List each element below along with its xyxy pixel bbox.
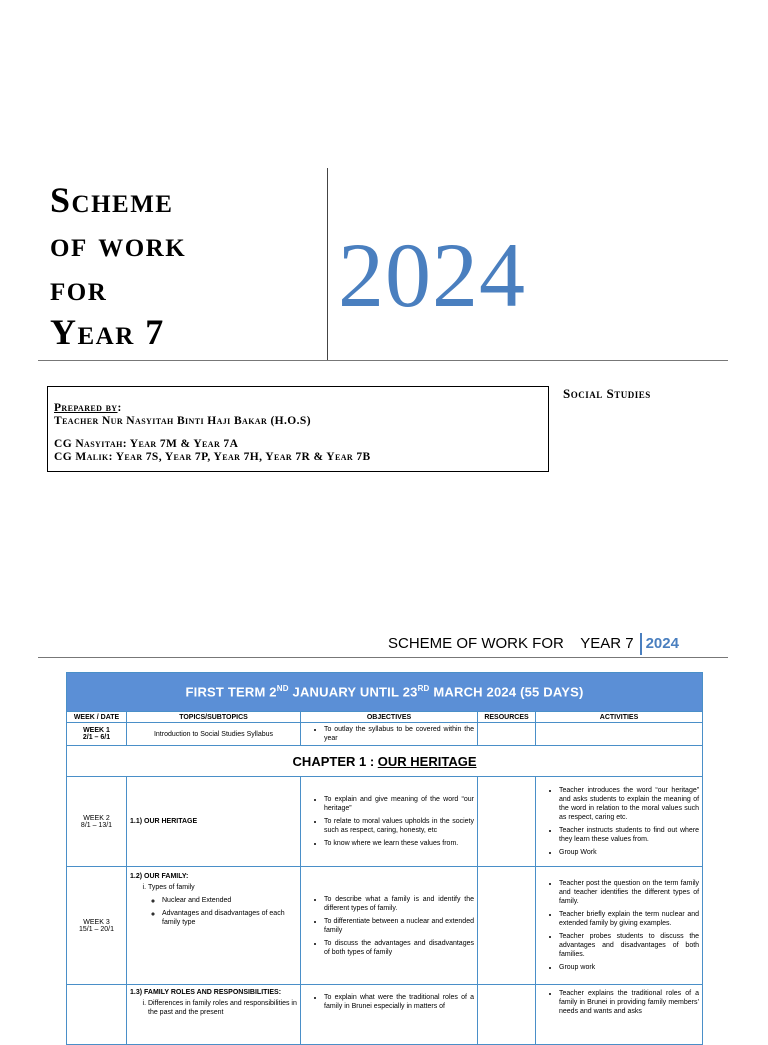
prepared-by-teacher: Teacher Nur Nasyitah Binti Haji Bakar (H.O.S) (54, 415, 311, 427)
week4-activity-1: • Teacher explains the traditional roles of a family in Brunei in providing family members’ needs and wants and asks (559, 989, 699, 1016)
scheme-table-wrap (66, 672, 702, 1045)
week2-label: WEEK 2 (83, 814, 110, 822)
week1-objectives (301, 723, 478, 746)
week3-label: WEEK 3 (83, 918, 110, 926)
week4-topic: 1.3) FAMILY ROLES AND RESPONSIBILITIES: (130, 989, 282, 996)
week3-objective-2: • To differentiate between a nuclear and extended family (324, 917, 474, 935)
week3-subitem-2: ◦ Advantages and disadvantages of each family type (162, 909, 297, 927)
cover-title-line-1: Scheme (50, 180, 174, 220)
week2-cell (67, 777, 127, 867)
week1-objective: • To outlay the syllabus to be covered within the year (324, 725, 474, 743)
col-header-resources: RESOURCES (478, 712, 536, 723)
week4-topic-cell (127, 985, 301, 1045)
chapter-heading (67, 746, 703, 777)
week2-resources (478, 777, 536, 867)
week2-activity-2: • Teacher instructs students to find out where they learn these values from. (559, 826, 699, 844)
week2-activity-1: • Teacher introduces the word “our heritage” and asks students to explain the meaning of the word in relation to the moral values such as respect, caring etc. (559, 786, 699, 822)
col-header-topics: TOPICS/SUBTOPICS (127, 712, 301, 723)
week2-objectives (301, 777, 478, 867)
col-header-objectives: OBJECTIVES (301, 712, 478, 723)
col-header-week: WEEK / DATE (67, 712, 127, 723)
week4-resources (478, 985, 536, 1045)
scheme-table (66, 672, 703, 1045)
week1-topic: Introduction to Social Studies Syllabus (127, 723, 301, 746)
term-text-1: FIRST TERM 2 (185, 684, 277, 700)
chapter-title: OUR HERITAGE (377, 753, 477, 769)
week3-subtopic-i (148, 883, 297, 927)
cover-divider-vertical (327, 168, 328, 360)
week2-topic: 1.1) OUR HERITAGE (127, 777, 301, 867)
prepared-by-label: Prepared by (54, 402, 118, 414)
week3-activities (536, 867, 703, 985)
week4-cell (67, 985, 127, 1045)
week3-objectives (301, 867, 478, 985)
week2-activity-3: • Group Work (559, 848, 699, 857)
page-header-year: 2024 (645, 634, 679, 652)
col-header-activities: ACTIVITIES (536, 712, 703, 723)
page-header (388, 633, 679, 655)
table-row-week1 (67, 723, 703, 746)
week3-activity-3: • Teacher probes students to discuss the advantages and disadvantages of both families. (559, 932, 699, 959)
week2-objective-1: • To explain and give meaning of the word “our heritage” (324, 795, 474, 813)
week2-activities (536, 777, 703, 867)
week2-date: 8/1 – 13/1 (80, 821, 113, 829)
week1-resources (478, 723, 536, 746)
cover-title-line-4: Year 7 (50, 312, 165, 352)
week3-subtopic-i-text: Types of family (148, 884, 195, 891)
term-sup-2: RD (417, 684, 430, 694)
prepared-by-box: Prepared by: Teacher Nur Nasyitah Binti Haji Bakar (H.O.S) CG Nasyitah: Year 7M & Year 7A CG Malik: Year 7S, Year 7P, Year 7H, Year 7R & Year 7B (47, 386, 549, 472)
week3-cell (67, 867, 127, 985)
subject-name: Social Studies (563, 386, 651, 401)
term-text-2: JANUARY UNTIL 23 (288, 684, 418, 700)
week1-activities (536, 723, 703, 746)
term-sup-1: ND (276, 684, 289, 694)
week4-activities (536, 985, 703, 1045)
week4-objective-1: • To explain what were the traditional roles of a family in Brunei especially in matters of (324, 993, 474, 1011)
class-group-2: CG Malik: Year 7S, Year 7P, Year 7H, Year 7R & Year 7B (54, 451, 371, 463)
week4-subtopic-i: i. Differences in family roles and responsibilities in the past and the present (148, 999, 297, 1017)
cover-year: 2024 (338, 224, 526, 326)
week2-objective-3: • To know where we learn these values from. (324, 839, 474, 848)
chapter-prefix: CHAPTER 1 : (292, 753, 378, 769)
week3-topic: 1.2) OUR FAMILY: (130, 873, 189, 880)
table-row-week3 (67, 867, 703, 985)
table-row-week4 (67, 985, 703, 1045)
week3-date: 15/1 – 20/1 (78, 925, 115, 933)
week3-objective-1: • To describe what a family is and identify the different types of family. (324, 895, 474, 913)
week4-objectives (301, 985, 478, 1045)
cover-title-line-3: for (50, 268, 108, 308)
cover-divider-horizontal (38, 360, 728, 361)
week1-cell (67, 723, 127, 746)
cover-title-line-2: of work (50, 224, 187, 264)
week3-activity-2: • Teacher briefly explain the term nuclear and extended family by giving examples. (559, 910, 699, 928)
week3-activity-4: • Group work (559, 963, 699, 972)
header-separator (640, 633, 642, 655)
week3-activity-1: • Teacher post the question on the term family and teacher identifies the different types of family. (559, 879, 699, 906)
cover-title (50, 178, 186, 354)
week2-objective-2: • To relate to moral values upholds in the society such as respect, caring, honesty, etc (324, 817, 474, 835)
week1-date: 2/1 – 6/1 (82, 734, 111, 741)
page-header-divider (38, 657, 728, 658)
week3-resources (478, 867, 536, 985)
week1-label: WEEK 1 (83, 727, 110, 734)
week3-subitem-1: ◦ Nuclear and Extended (162, 896, 297, 905)
term-text-3: MARCH 2024 (55 DAYS) (429, 684, 584, 700)
class-group-1: CG Nasyitah: Year 7M & Year 7A (54, 438, 239, 450)
table-row-week2 (67, 777, 703, 867)
term-header (67, 673, 703, 712)
page-header-text: SCHEME OF WORK FOR YEAR 7 (388, 634, 634, 652)
week3-objective-3: • To discuss the advantages and disadvantages of both types of family (324, 939, 474, 957)
week3-topic-cell (127, 867, 301, 985)
